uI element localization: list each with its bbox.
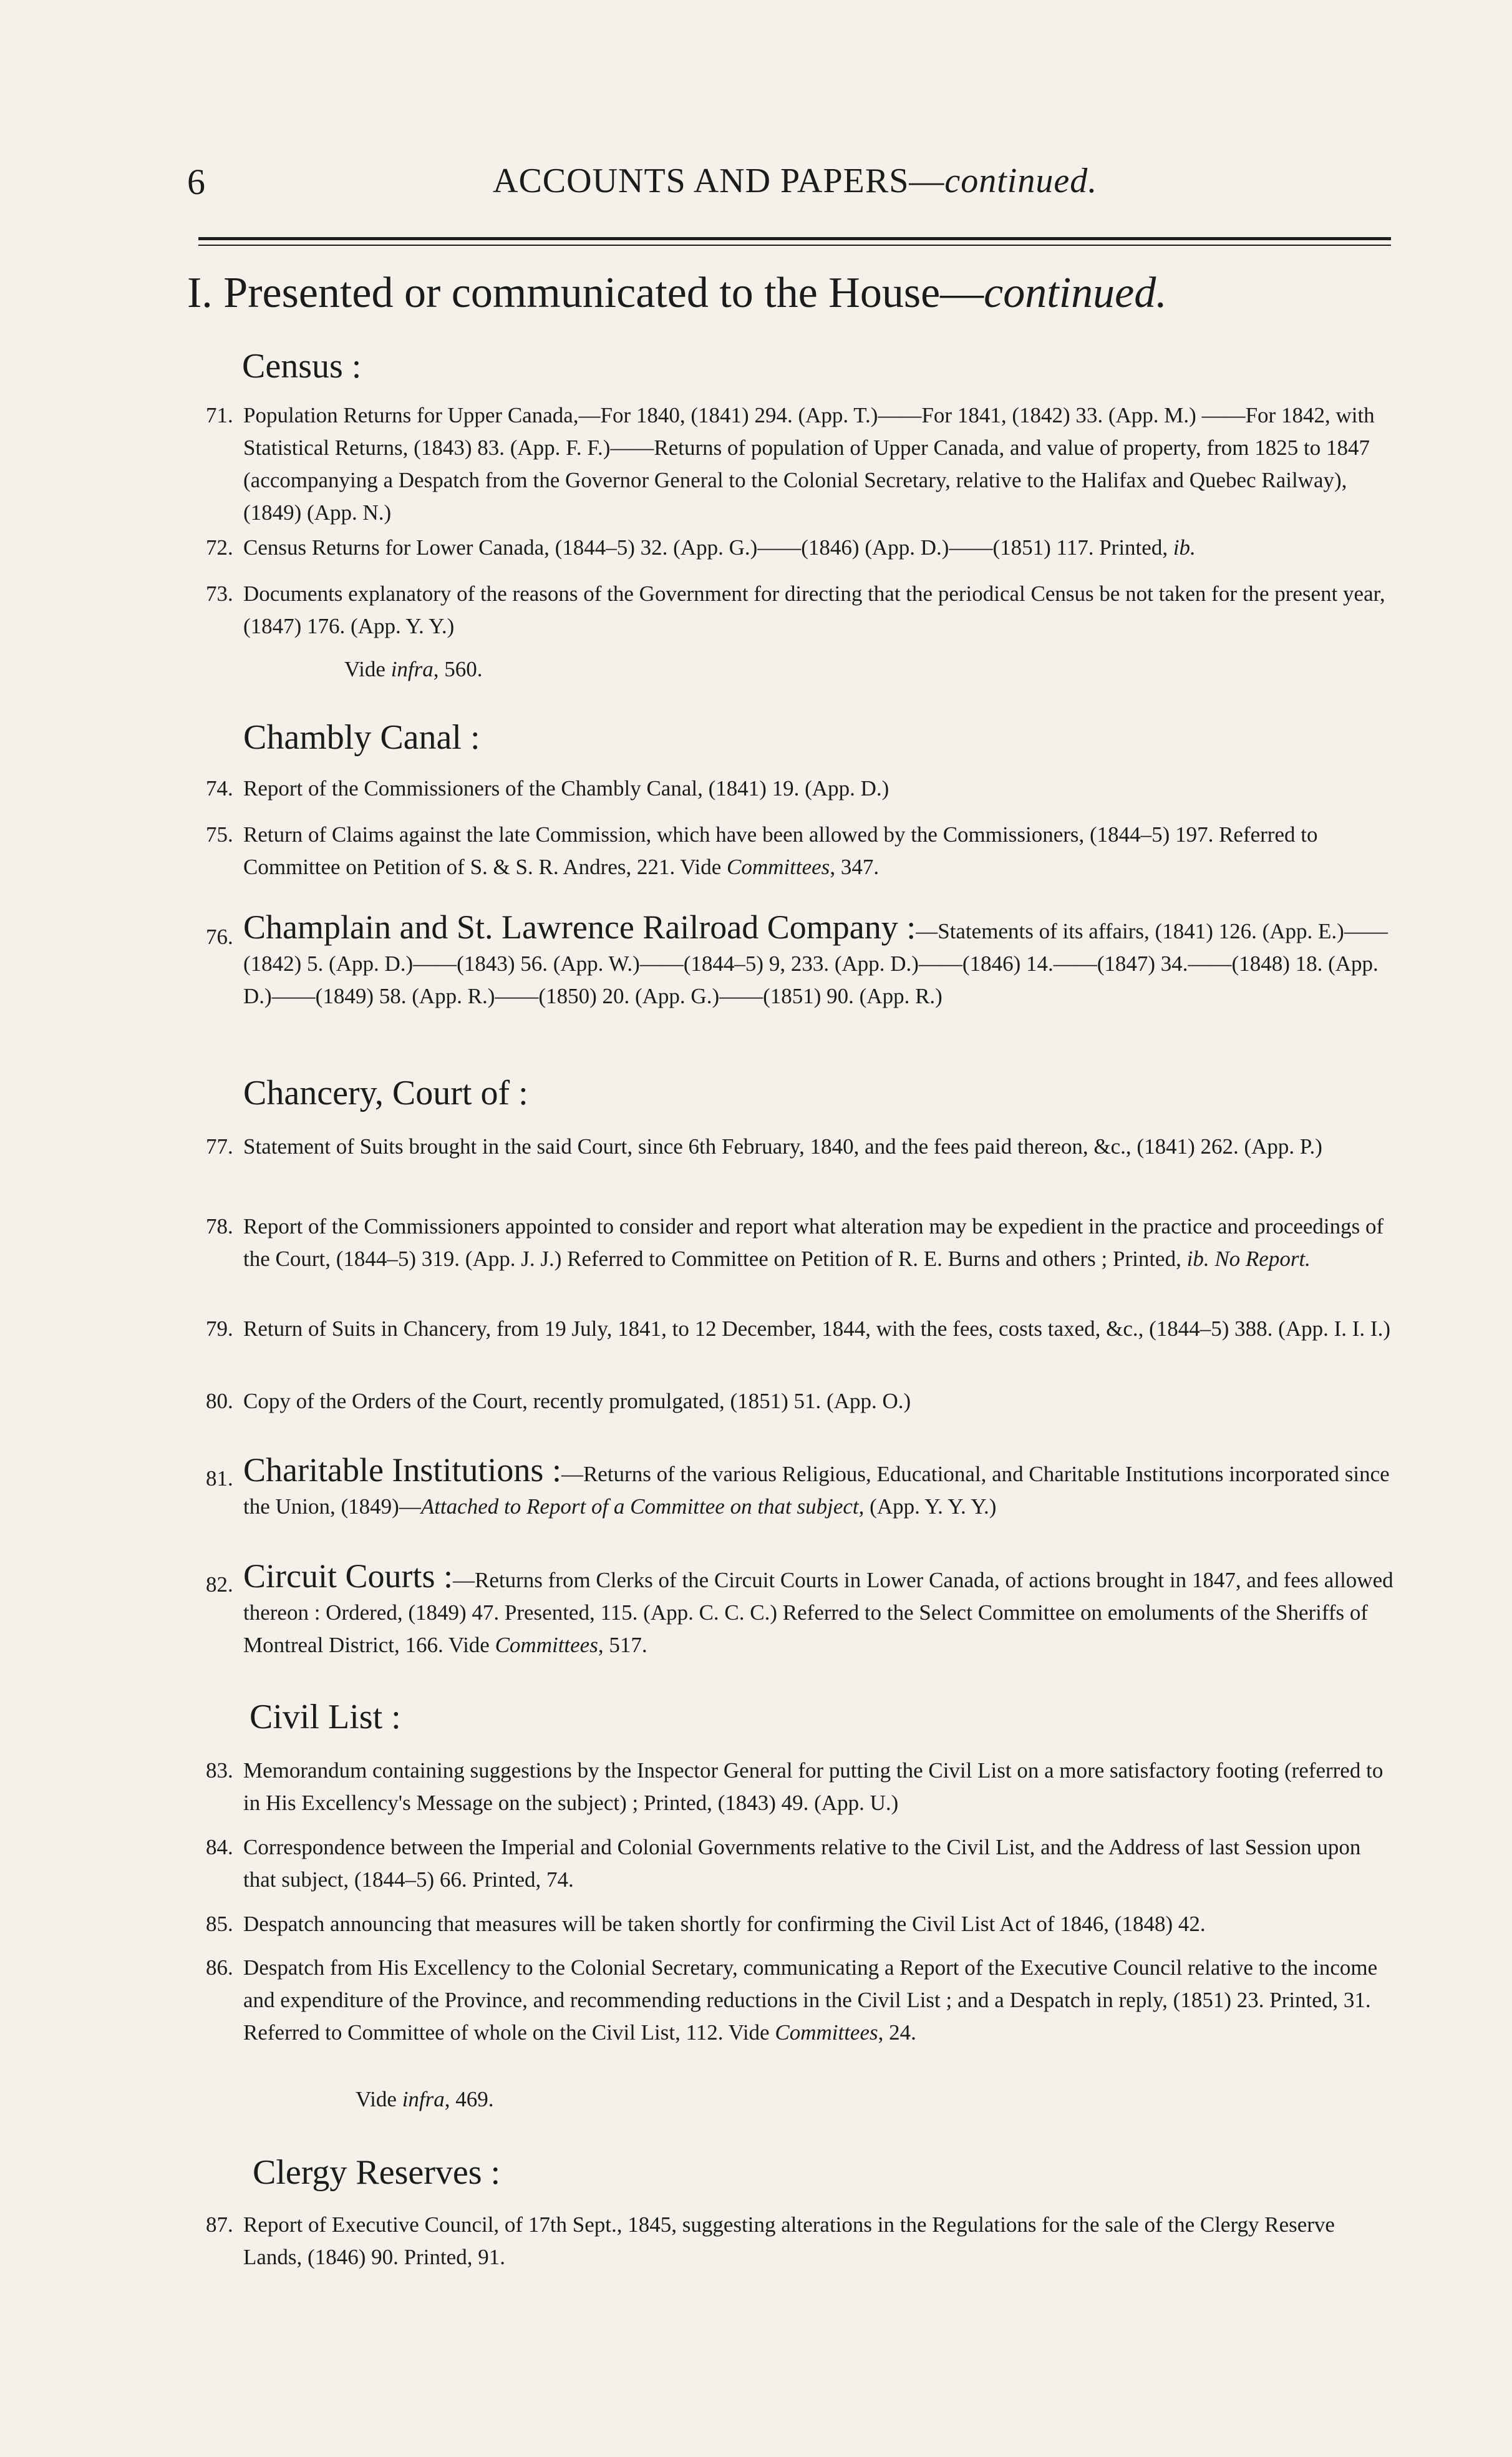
entry-number: 82.: [206, 1572, 233, 1597]
entry-text-end: (App. Y. Y. Y.): [864, 1494, 997, 1519]
entry-number: 77.: [206, 1134, 233, 1159]
entry-text-italic: ib. No Report.: [1186, 1247, 1311, 1271]
entry-number: 75.: [206, 822, 233, 847]
entry-text-main: —Returns of the various Religious, Educational, and Charitable Institutions incorporated since the Union, (1849)—: [243, 1462, 1390, 1519]
entry-number: 72.: [206, 535, 233, 560]
entry-number: 73.: [206, 581, 233, 606]
vide-reference: [356, 2087, 494, 2112]
entry-text: [243, 1210, 1397, 1275]
entry-text-end: , 347.: [830, 855, 880, 879]
entry-84: [206, 1831, 1397, 1896]
section-title-text: I. Presented or communicated to the House—: [187, 269, 984, 317]
header-rule-thin: [198, 245, 1391, 246]
vide-label: Vide: [356, 2087, 402, 2111]
header-rule-thick: [198, 237, 1391, 240]
entry-text: Despatch announcing that measures will be taken shortly for confirming the Civil List Act of 1846, (1848) 42.: [243, 1912, 1206, 1936]
entry-text: Report of Executive Council, of 17th Sept., 1845, suggesting alterations in the Regulations for the sale of the Clergy Reserve Lands, (1846) 90. Printed, 91.: [243, 2212, 1335, 2269]
entry-number: 87.: [206, 2212, 233, 2237]
heading-chancery: Chancery, Court of :: [243, 1074, 528, 1112]
section-title-italic: continued.: [984, 269, 1167, 317]
vide-page: , 469.: [444, 2087, 494, 2111]
entry-text-italic: Committees: [495, 1633, 598, 1657]
entry-number: 80.: [206, 1389, 233, 1413]
entry-text-italic: Committees: [775, 2020, 878, 2045]
running-head-text: ACCOUNTS AND PAPERS—: [493, 162, 945, 200]
entry-text: [243, 532, 1397, 564]
entry-text-italic: Committees: [727, 855, 830, 879]
vide-label: Vide: [344, 657, 391, 681]
heading-civil-list: Civil List :: [250, 1698, 401, 1736]
entry-73: [206, 578, 1397, 643]
entry-text-end: , 517.: [598, 1633, 647, 1657]
entry-text-main: —Statements of its affairs, (1841) 126. (App. E.)——(1842) 5. (App. D.)——(1843) 56. (App. W.)——(1844–5) 9, 233. (App. D.)——(1846) 14.——(1847) 34.——(1848) 18. (App. D.)——(1849) 58. (App. R.)——(1850) 20. (App. G.)——(1851) 90. (App. R.): [243, 919, 1388, 1008]
entry-text-main: —Returns from Clerks of the Circuit Courts in Lower Canada, of actions brought in 1847, and fees allowed thereon : Ordered, (1849) 47. Presented, 115. (App. C. C. C.) Referred to the Select Committee on emoluments of the Sheriffs of Montreal District, 166. Vide: [243, 1568, 1393, 1657]
entry-text-main: Report of the Commissioners appointed to consider and report what alteration may be expedient in the practice and proceedings of the Court, (1844–5) 319. (App. J. J.) Referred to Committee on Petition of R. E. Burns and others ; Printed,: [243, 1214, 1384, 1271]
entry-77: [206, 1131, 1397, 1163]
entry-number: 84.: [206, 1835, 233, 1859]
vide-infra: infra: [390, 657, 434, 681]
entry-text: [243, 1557, 1397, 1662]
entry-text: Report of the Commissioners of the Chambly Canal, (1841) 19. (App. D.): [243, 776, 889, 800]
entry-text: Return of Suits in Chancery, from 19 July, 1841, to 12 December, 1844, with the fees, costs taxed, &c., (1844–5) 388. (App. I. I. I.): [243, 1316, 1390, 1341]
entry-text-main: Despatch from His Excellency to the Colonial Secretary, communicating a Report of the Executive Council relative to the income and expenditure of the Province, and recommending reductions in the Civil List ; and a Despatch in reply, (1851) 23. Printed, 31. Referred to Committee of whole on the Civil List, 112. Vide: [243, 1955, 1378, 2045]
entry-number: 79.: [206, 1316, 233, 1341]
entry-72: [206, 532, 1397, 564]
entry-number: 85.: [206, 1912, 233, 1936]
entry-head: Circuit Courts :: [243, 1557, 453, 1595]
running-head: [493, 161, 1097, 201]
entry-text: [243, 819, 1397, 883]
entry-number: 81.: [206, 1466, 233, 1491]
entry-text: [243, 908, 1397, 1013]
entry-71: [206, 399, 1397, 529]
entry-text-end: , 24.: [878, 2020, 916, 2045]
heading-census: Census :: [242, 347, 362, 386]
running-head-italic: continued.: [944, 162, 1098, 200]
entry-81: [206, 1451, 1397, 1523]
entry-number: 78.: [206, 1214, 233, 1238]
entry-79: [206, 1313, 1397, 1345]
entry-82: [206, 1557, 1397, 1662]
entry-number: 74.: [206, 776, 233, 800]
vide-reference: [344, 657, 483, 682]
entry-75: [206, 819, 1397, 883]
entry-head: Charitable Institutions :: [243, 1451, 561, 1489]
entry-80: [206, 1385, 1397, 1418]
entry-text: Correspondence between the Imperial and Colonial Governments relative to the Civil List, and the Address of last Session upon that subject, (1844–5) 66. Printed, 74.: [243, 1835, 1361, 1892]
entry-74: [206, 772, 1397, 805]
entry-number: 83.: [206, 1758, 233, 1783]
entry-number: 86.: [206, 1955, 233, 1980]
entry-text-main: Return of Claims against the late Commission, which have been allowed by the Commissioners, (1844–5) 197. Referred to Committee on Petition of S. & S. R. Andres, 221. Vide: [243, 822, 1318, 879]
entry-text: Memorandum containing suggestions by the Inspector General for putting the Civil List on a more satisfactory footing (referred to in His Excellency's Message on the subject) ; Printed, (1843) 49. (App. U.): [243, 1758, 1384, 1815]
heading-clergy-reserves: Clergy Reserves :: [253, 2153, 501, 2192]
section-title: [187, 268, 1167, 318]
entry-text-main: Census Returns for Lower Canada, (1844–5) 32. (App. G.)——(1846) (App. D.)——(1851) 117. Printed,: [243, 535, 1173, 560]
entry-85: [206, 1908, 1397, 1940]
entry-text: Statement of Suits brought in the said Court, since 6th February, 1840, and the fees paid thereon, &c., (1841) 262. (App. P.): [243, 1134, 1322, 1159]
vide-page: , 560.: [433, 657, 483, 681]
page-number: 6: [187, 162, 205, 202]
entry-text: Copy of the Orders of the Court, recently promulgated, (1851) 51. (App. O.): [243, 1389, 911, 1413]
heading-chambly-canal: Chambly Canal :: [243, 718, 480, 757]
entry-78: [206, 1210, 1397, 1275]
entry-text-italic: Attached to Report of a Committee on that subject,: [420, 1494, 865, 1519]
entry-83: [206, 1754, 1397, 1819]
entry-number: 71.: [206, 403, 233, 427]
entry-86: [206, 1952, 1397, 2049]
entry-text-italic: ib.: [1173, 535, 1196, 560]
vide-infra: infra: [402, 2087, 445, 2111]
entry-text: Population Returns for Upper Canada,—For 1840, (1841) 294. (App. T.)——For 1841, (1842) 33. (App. M.) ——For 1842, with Statistical Returns, (1843) 83. (App. F. F.)——Returns of population of Upper Canada, and value of property, from 1825 to 1847 (accompanying a Despatch from the Governor General to the Colonial Secretary, relative to the Halifax and Quebec Railway), (1849) (App. N.): [243, 403, 1375, 525]
entry-number: 76.: [206, 925, 233, 949]
entry-head: Champlain and St. Lawrence Railroad Company :: [243, 908, 916, 946]
entry-text: [243, 1451, 1397, 1523]
entry-text: [243, 1952, 1397, 2049]
entry-text: Documents explanatory of the reasons of the Government for directing that the periodical Census be not taken for the present year, (1847) 176. (App. Y. Y.): [243, 581, 1385, 638]
entry-87: [206, 2209, 1397, 2274]
entry-76: [206, 908, 1397, 1013]
